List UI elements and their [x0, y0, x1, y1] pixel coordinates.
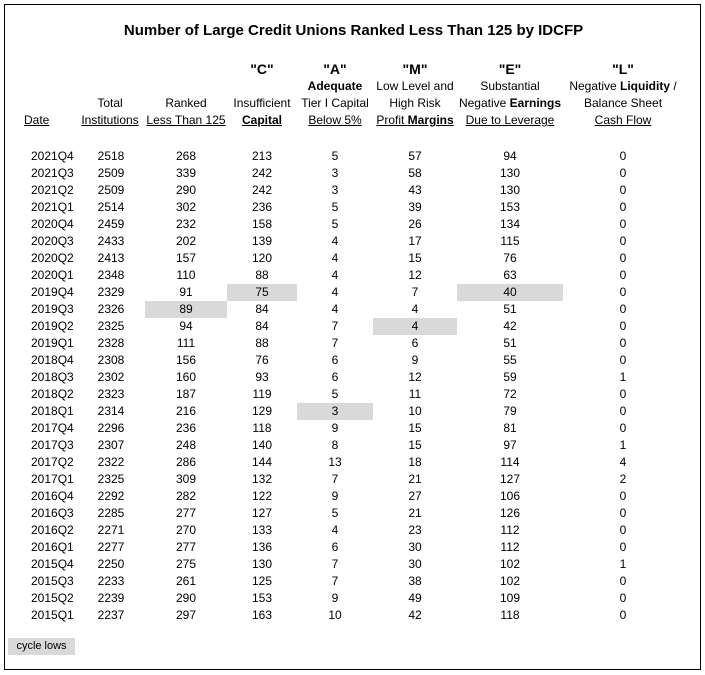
cell-c: 130	[251, 557, 273, 571]
table-row	[5, 607, 702, 624]
header-earnings-line2b: Earnings	[509, 96, 562, 110]
cell-total: 2509	[97, 183, 125, 197]
cell-e: 106	[499, 489, 521, 503]
header-earnings-letter: "E"	[498, 61, 522, 77]
cell-total: 2325	[97, 472, 125, 486]
cell-l: 4	[619, 455, 627, 469]
cell-l: 0	[619, 319, 627, 333]
cell-ranked: 339	[175, 166, 197, 180]
cell-date: 2016Q1	[31, 540, 74, 554]
cell-ranked: 282	[175, 489, 197, 503]
cell-total: 2239	[97, 591, 125, 605]
cell-m: 38	[408, 574, 422, 588]
cell-date: 2018Q3	[31, 370, 74, 384]
cell-e: 42	[503, 319, 517, 333]
cell-l: 0	[619, 523, 627, 537]
cell-c: 242	[251, 166, 273, 180]
cell-date: 2017Q3	[31, 438, 74, 452]
cell-l: 0	[619, 183, 627, 197]
cell-e: 153	[499, 200, 521, 214]
cell-l: 0	[619, 217, 627, 231]
cell-total: 2277	[97, 540, 125, 554]
cell-total: 2323	[97, 387, 125, 401]
cell-a: 6	[331, 540, 339, 554]
cell-a: 4	[331, 523, 339, 537]
header-earnings-line2a: Negative	[458, 96, 510, 110]
cell-l: 0	[619, 200, 627, 214]
header-margins-line3a: Profit	[376, 113, 408, 127]
cell-total: 2326	[97, 302, 125, 316]
cell-date: 2020Q1	[31, 268, 74, 282]
cell-a: 5	[331, 387, 339, 401]
cell-date: 2020Q3	[31, 234, 74, 248]
cell-m: 39	[408, 200, 422, 214]
header-liquidity-line1a: Negative	[569, 79, 621, 93]
cell-m: 12	[408, 268, 422, 282]
cell-e: 97	[503, 438, 517, 452]
table-row	[5, 539, 702, 556]
table-row	[5, 573, 702, 590]
table-row	[5, 403, 702, 420]
cell-c: 119	[252, 387, 272, 401]
cell-m: 10	[408, 404, 422, 418]
cell-l: 2	[619, 472, 627, 486]
cell-l: 1	[619, 438, 627, 452]
cell-e: 115	[500, 234, 520, 248]
cell-a: 9	[331, 421, 339, 435]
cell-total: 2459	[97, 217, 125, 231]
cell-ranked: 268	[175, 149, 197, 163]
cell-m: 57	[408, 149, 422, 163]
cell-ranked: 236	[175, 421, 197, 435]
cell-c: 139	[251, 234, 273, 248]
cell-total: 2325	[97, 319, 125, 333]
cell-e: 94	[503, 149, 517, 163]
table-row	[5, 148, 702, 165]
cell-c: 144	[251, 455, 273, 469]
cell-ranked: 232	[175, 217, 197, 231]
table-row	[5, 369, 702, 386]
header-liquidity	[563, 61, 683, 129]
cell-ranked: 156	[175, 353, 197, 367]
header-date-label: Date	[24, 113, 50, 127]
cell-date: 2020Q4	[31, 217, 74, 231]
cell-date: 2018Q1	[31, 404, 74, 418]
cell-c: 236	[251, 200, 273, 214]
cell-e: 51	[503, 302, 517, 316]
table-row	[5, 301, 702, 318]
cell-ranked: 157	[175, 251, 197, 265]
table-row	[5, 318, 702, 335]
cell-l: 0	[619, 574, 627, 588]
cell-l: 0	[619, 404, 627, 418]
cell-date: 2021Q4	[31, 149, 74, 163]
header-liquidity-line1	[563, 78, 683, 95]
cell-a: 3	[297, 403, 373, 420]
cell-c: 76	[255, 353, 269, 367]
cell-ranked: 286	[175, 455, 197, 469]
table-row	[5, 437, 702, 454]
cell-total: 2329	[97, 285, 125, 299]
table-row	[5, 488, 702, 505]
cell-l: 0	[619, 608, 627, 622]
cell-ranked: 187	[175, 387, 197, 401]
cell-e: 102	[499, 574, 521, 588]
cell-a: 6	[331, 353, 339, 367]
cell-l: 0	[619, 285, 627, 299]
cell-c: 84	[255, 302, 269, 316]
cell-ranked: 261	[175, 574, 197, 588]
cell-c: 127	[251, 506, 273, 520]
cell-c: 132	[251, 472, 273, 486]
cell-a: 4	[331, 285, 339, 299]
table-row	[5, 590, 702, 607]
header-earnings-line1: Substantial	[480, 79, 540, 93]
cell-a: 9	[331, 489, 339, 503]
cell-e: 130	[499, 183, 521, 197]
cell-a: 9	[331, 591, 339, 605]
cell-date: 2021Q3	[31, 166, 74, 180]
table-row	[5, 233, 702, 250]
cell-l: 1	[619, 370, 627, 384]
cell-c: 136	[251, 540, 273, 554]
cell-e: 59	[503, 370, 517, 384]
cell-date: 2015Q1	[31, 608, 74, 622]
cell-date: 2019Q3	[31, 302, 74, 316]
cell-e: 134	[499, 217, 521, 231]
cell-ranked: 202	[175, 234, 197, 248]
cell-c: 242	[251, 183, 273, 197]
cell-m: 15	[408, 438, 422, 452]
cell-date: 2018Q4	[31, 353, 74, 367]
table-row	[5, 352, 702, 369]
cell-e: 55	[503, 353, 517, 367]
cell-a: 7	[331, 472, 339, 486]
cell-l: 0	[619, 149, 627, 163]
table-body	[5, 148, 702, 624]
cell-ranked: 91	[179, 285, 193, 299]
cell-total: 2308	[97, 353, 125, 367]
table-row	[5, 182, 702, 199]
cell-l: 0	[619, 489, 627, 503]
cell-ranked: 302	[175, 200, 197, 214]
header-earnings-line3: Due to Leverage	[465, 113, 555, 127]
cell-total: 2322	[97, 455, 125, 469]
table-row	[5, 335, 702, 352]
cell-total: 2250	[97, 557, 125, 571]
cell-m: 42	[408, 608, 422, 622]
cell-date: 2015Q4	[31, 557, 74, 571]
header-margins-line3	[373, 112, 457, 129]
cell-m: 49	[408, 591, 422, 605]
cell-total: 2292	[97, 489, 125, 503]
header-liquidity-line2: Balance Sheet	[583, 96, 663, 110]
cell-a: 10	[328, 608, 342, 622]
cell-ranked: 89	[145, 301, 227, 318]
header-adequate-line1: Adequate	[307, 79, 363, 93]
cell-m: 21	[408, 506, 422, 520]
cell-e: 76	[503, 251, 517, 265]
cell-total: 2509	[97, 166, 125, 180]
cell-total: 2514	[97, 200, 125, 214]
cell-m: 15	[408, 421, 422, 435]
cell-c: 140	[251, 438, 273, 452]
cell-e: 114	[500, 455, 520, 469]
cell-date: 2017Q4	[31, 421, 74, 435]
cell-l: 0	[619, 336, 627, 350]
cell-l: 0	[619, 540, 627, 554]
cell-total: 2413	[97, 251, 125, 265]
cell-a: 13	[328, 455, 342, 469]
table-row	[5, 165, 702, 182]
cell-l: 0	[619, 421, 627, 435]
header-capital-line2: Capital	[241, 113, 282, 127]
table-row	[5, 267, 702, 284]
cell-a: 4	[331, 268, 339, 282]
table-row	[5, 522, 702, 539]
header-adequate	[297, 61, 373, 129]
cell-ranked: 290	[175, 591, 197, 605]
cell-e: 102	[499, 557, 521, 571]
header-total	[75, 95, 145, 129]
cell-m: 26	[408, 217, 422, 231]
cell-date: 2019Q1	[31, 336, 74, 350]
cell-total: 2271	[97, 523, 125, 537]
cell-l: 0	[619, 166, 627, 180]
header-total-line1: Total	[97, 96, 123, 110]
cell-e: 118	[500, 608, 520, 622]
header-margins-line2: High Risk	[389, 96, 441, 110]
cell-l: 0	[619, 268, 627, 282]
cell-ranked: 111	[176, 336, 196, 350]
table-row	[5, 250, 702, 267]
cell-c: 213	[251, 149, 273, 163]
header-ranked-line2: Less Than 125	[146, 113, 226, 127]
cell-c: 75	[227, 284, 297, 301]
cell-ranked: 248	[175, 438, 197, 452]
cell-c: 118	[252, 421, 272, 435]
header-liquidity-line3: Cash Flow	[594, 113, 652, 127]
cell-l: 0	[619, 506, 627, 520]
cell-m: 27	[408, 489, 422, 503]
cell-m: 15	[408, 251, 422, 265]
cell-date: 2016Q3	[31, 506, 74, 520]
cell-m: 30	[408, 557, 422, 571]
cell-date: 2021Q1	[31, 200, 74, 214]
cell-total: 2285	[97, 506, 125, 520]
cell-total: 2237	[97, 608, 125, 622]
cell-date: 2016Q2	[31, 523, 74, 537]
cell-e: 40	[457, 284, 563, 301]
cell-m: 18	[408, 455, 422, 469]
table-row	[5, 386, 702, 403]
cell-date: 2019Q4	[31, 285, 74, 299]
cell-e: 130	[499, 166, 521, 180]
cell-l: 0	[619, 251, 627, 265]
cell-a: 5	[331, 200, 339, 214]
cell-date: 2017Q2	[31, 455, 74, 469]
cell-a: 7	[331, 319, 339, 333]
table-row	[5, 556, 702, 573]
cell-c: 133	[251, 523, 273, 537]
cell-m: 17	[408, 234, 422, 248]
header-margins-line1: Low Level and	[376, 79, 454, 93]
cell-m: 30	[408, 540, 422, 554]
cell-ranked: 290	[175, 183, 197, 197]
cell-ranked: 110	[176, 268, 196, 282]
table-row	[5, 454, 702, 471]
cell-e: 112	[500, 523, 520, 537]
header-earnings-line2	[457, 95, 563, 112]
table-row	[5, 216, 702, 233]
cell-a: 6	[331, 370, 339, 384]
header-liquidity-letter: "L"	[612, 61, 634, 77]
cell-c: 129	[251, 404, 273, 418]
cell-a: 8	[331, 438, 339, 452]
cell-a: 3	[331, 166, 339, 180]
cell-m: 58	[408, 166, 422, 180]
cell-m: 23	[408, 523, 422, 537]
cell-c: 153	[251, 591, 273, 605]
header-total-line2: Institutions	[81, 113, 139, 127]
header-adequate-line3: Below 5%	[308, 113, 362, 127]
cell-a: 7	[331, 574, 339, 588]
legend-cycle-lows: cycle lows	[8, 638, 75, 655]
cell-ranked: 270	[175, 523, 197, 537]
header-capital-letter: "C"	[250, 61, 274, 77]
header-adequate-line2: Tier I Capital	[301, 96, 369, 110]
cell-total: 2314	[97, 404, 125, 418]
header-earnings	[457, 61, 563, 129]
cell-total: 2518	[97, 149, 125, 163]
table-row	[5, 505, 702, 522]
cell-ranked: 297	[175, 608, 197, 622]
cell-c: 88	[255, 268, 269, 282]
cell-e: 63	[503, 268, 517, 282]
cell-a: 4	[331, 302, 339, 316]
cell-l: 0	[619, 591, 627, 605]
header-liquidity-line1b: Liquidity	[620, 79, 671, 93]
table-row	[5, 284, 702, 301]
cell-total: 2233	[97, 574, 125, 588]
cell-m: 7	[411, 285, 419, 299]
cell-c: 84	[255, 319, 269, 333]
cell-ranked: 309	[175, 472, 197, 486]
cell-m: 12	[408, 370, 422, 384]
cell-l: 0	[619, 234, 627, 248]
cell-date: 2016Q4	[31, 489, 74, 503]
cell-c: 88	[255, 336, 269, 350]
cell-c: 158	[251, 217, 273, 231]
cell-date: 2018Q2	[31, 387, 74, 401]
header-margins-line3b: Margins	[407, 113, 454, 127]
cell-e: 79	[503, 404, 517, 418]
cell-e: 109	[499, 591, 521, 605]
cell-total: 2307	[97, 438, 125, 452]
cell-ranked: 94	[179, 319, 193, 333]
cell-ranked: 277	[175, 540, 197, 554]
cell-total: 2296	[97, 421, 125, 435]
cell-ranked: 275	[175, 557, 197, 571]
cell-a: 5	[331, 217, 339, 231]
cell-a: 7	[331, 336, 339, 350]
header-ranked-line1: Ranked	[165, 96, 207, 110]
cell-m: 21	[408, 472, 422, 486]
cell-c: 93	[255, 370, 269, 384]
cell-total: 2328	[97, 336, 125, 350]
cell-ranked: 216	[175, 404, 197, 418]
cell-date: 2019Q2	[31, 319, 74, 333]
header-adequate-letter: "A"	[323, 61, 347, 77]
cell-ranked: 160	[175, 370, 197, 384]
cell-l: 0	[619, 353, 627, 367]
cell-m: 4	[373, 318, 457, 335]
cell-date: 2015Q2	[31, 591, 74, 605]
cell-a: 4	[331, 251, 339, 265]
cell-l: 0	[619, 302, 627, 316]
cell-c: 120	[251, 251, 273, 265]
header-margins	[373, 61, 457, 129]
cell-c: 125	[251, 574, 273, 588]
cell-date: 2015Q3	[31, 574, 74, 588]
cell-date: 2020Q2	[31, 251, 74, 265]
cell-a: 5	[331, 149, 339, 163]
cell-m: 4	[411, 302, 419, 316]
header-capital	[227, 61, 297, 129]
header-margins-letter: "M"	[402, 61, 428, 77]
cell-a: 4	[331, 234, 339, 248]
cell-a: 3	[331, 183, 339, 197]
cell-date: 2017Q1	[31, 472, 74, 486]
cell-e: 112	[500, 540, 520, 554]
cell-l: 0	[619, 387, 627, 401]
cell-m: 43	[408, 183, 422, 197]
cell-m: 11	[408, 387, 422, 401]
cell-c: 163	[251, 608, 273, 622]
cell-e: 72	[503, 387, 517, 401]
header-ranked	[145, 95, 227, 129]
cell-e: 81	[503, 421, 517, 435]
cell-a: 5	[331, 506, 339, 520]
table-row	[5, 199, 702, 216]
table-row	[5, 471, 702, 488]
cell-l: 1	[619, 557, 627, 571]
cell-m: 6	[411, 336, 419, 350]
cell-ranked: 277	[175, 506, 197, 520]
cell-date: 2021Q2	[31, 183, 74, 197]
table-title: Number of Large Credit Unions Ranked Less Than 125 by IDCFP	[123, 22, 584, 39]
cell-m: 9	[411, 353, 419, 367]
header-date	[24, 112, 49, 129]
table-frame	[4, 4, 701, 670]
header-liquidity-line1c: /	[670, 79, 677, 93]
cell-a: 7	[331, 557, 339, 571]
cell-total: 2348	[97, 268, 125, 282]
cell-e: 51	[503, 336, 517, 350]
cell-total: 2302	[97, 370, 125, 384]
cell-c: 122	[251, 489, 273, 503]
header-capital-line1: Insufficient	[233, 96, 291, 110]
cell-e: 127	[499, 472, 521, 486]
table-row	[5, 420, 702, 437]
cell-total: 2433	[97, 234, 125, 248]
cell-e: 126	[499, 506, 521, 520]
